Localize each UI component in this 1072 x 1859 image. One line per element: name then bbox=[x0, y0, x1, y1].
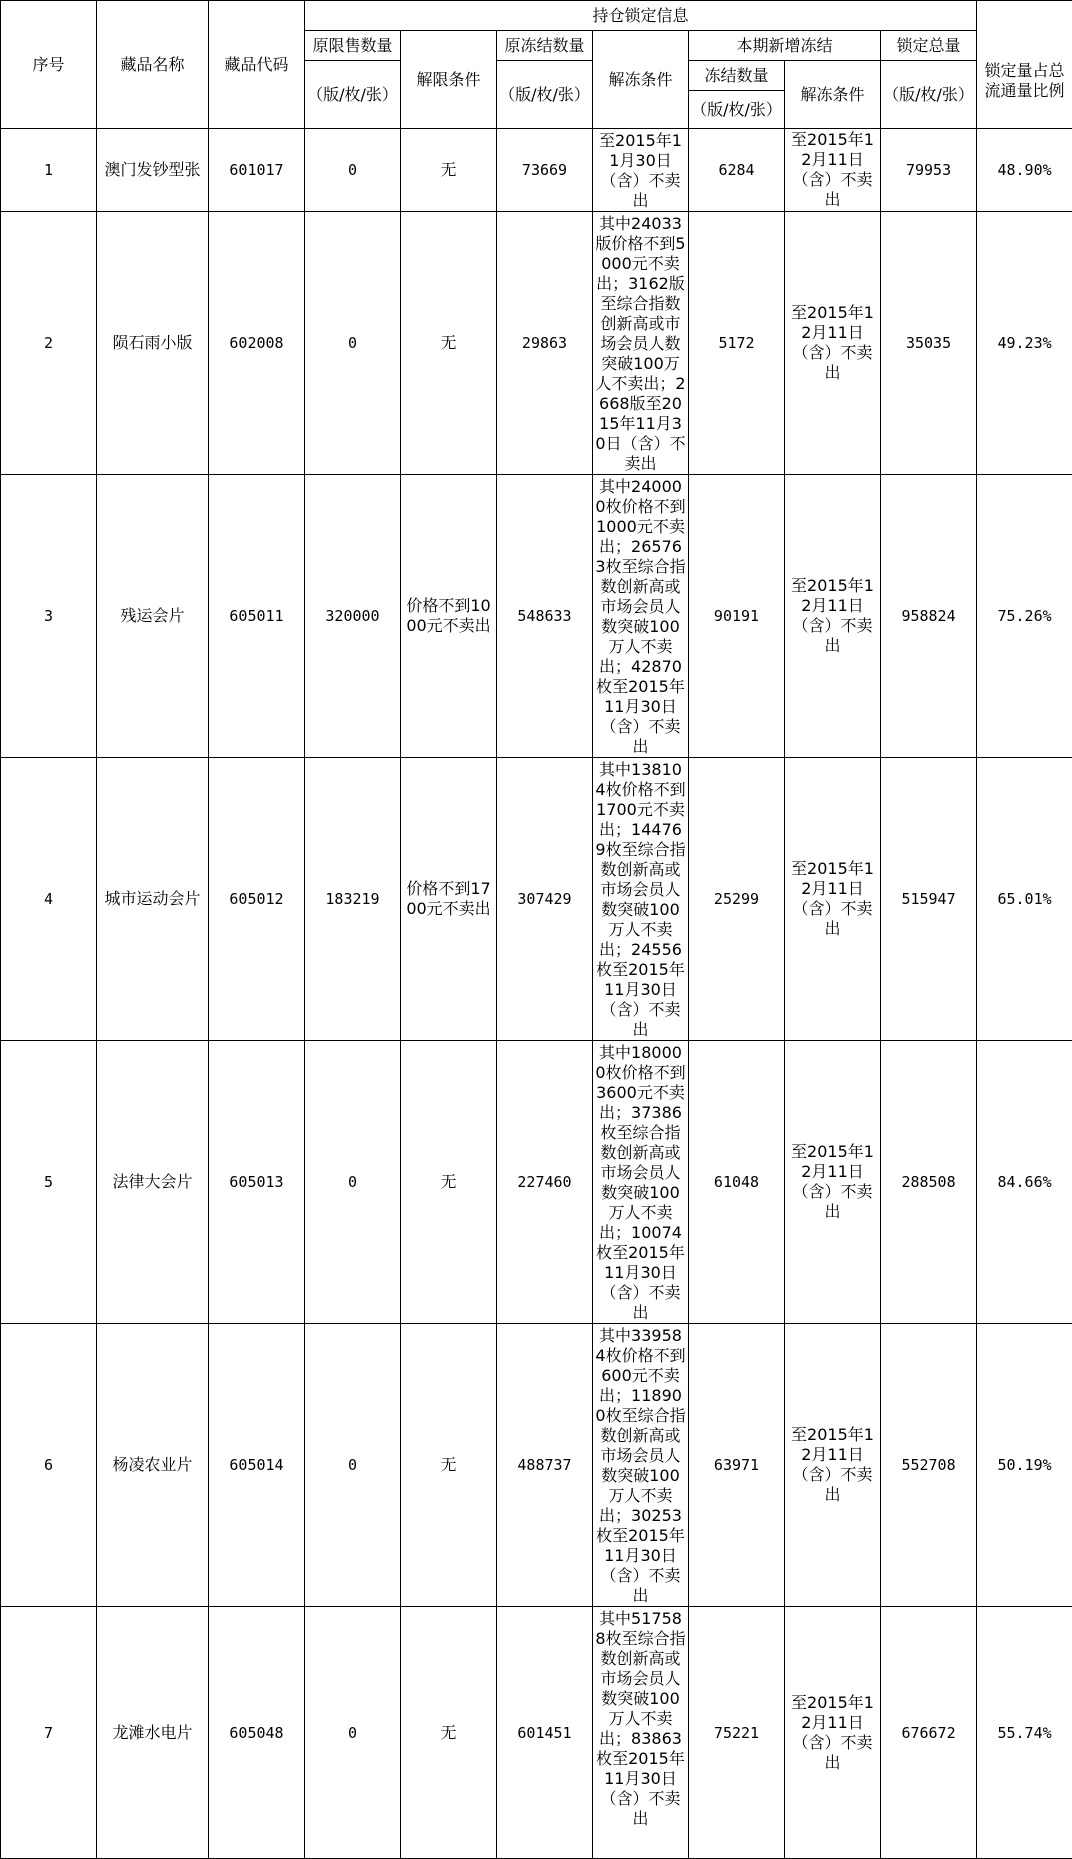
row-new-unfreeze-cond: 至2015年12月11日（含）不卖出 bbox=[785, 758, 881, 1041]
row-seq: 7 bbox=[1, 1607, 97, 1859]
header-orig-limit-unit: （版/枚/张） bbox=[305, 61, 401, 129]
row-seq: 3 bbox=[1, 475, 97, 758]
row-limit-cond: 无 bbox=[401, 1607, 497, 1859]
header-group: 持仓锁定信息 bbox=[305, 1, 977, 31]
row-name: 城市运动会片 bbox=[97, 758, 209, 1041]
row-unfreeze-cond: 其中339584枚价格不到600元不卖出；118900枚至综合指数创新高或市场会员人数突破100万人不卖出；30253枚至2015年11月30日（含）不卖出 bbox=[593, 1324, 689, 1607]
row-name: 法律大会片 bbox=[97, 1041, 209, 1324]
row-seq: 4 bbox=[1, 758, 97, 1041]
row-orig-freeze-qty: 29863 bbox=[497, 212, 593, 475]
row-total-lock: 552708 bbox=[881, 1324, 977, 1607]
row-orig-freeze-qty: 548633 bbox=[497, 475, 593, 758]
row-freeze-qty: 75221 bbox=[689, 1607, 785, 1859]
row-total-lock: 288508 bbox=[881, 1041, 977, 1324]
row-code: 605048 bbox=[209, 1607, 305, 1859]
header-new-freeze: 本期新增冻结 bbox=[689, 31, 881, 61]
row-ratio: 55.74% bbox=[977, 1607, 1072, 1859]
row-freeze-qty: 61048 bbox=[689, 1041, 785, 1324]
header-row-1 bbox=[1, 1, 1072, 31]
row-orig-limit-qty: 0 bbox=[305, 129, 401, 212]
row-seq: 6 bbox=[1, 1324, 97, 1607]
header-ratio-top bbox=[977, 1, 1072, 61]
header-limit-cond: 解限条件 bbox=[401, 31, 497, 129]
row-limit-cond: 无 bbox=[401, 129, 497, 212]
row-limit-cond: 无 bbox=[401, 1041, 497, 1324]
row-ratio: 84.66% bbox=[977, 1041, 1072, 1324]
row-unfreeze-cond: 其中517588枚至综合指数创新高或市场会员人数突破100万人不卖出；83863枚至2015年11月30日（含）不卖出 bbox=[593, 1607, 689, 1859]
row-total-lock: 35035 bbox=[881, 212, 977, 475]
row-code: 605014 bbox=[209, 1324, 305, 1607]
header-name: 藏品名称 bbox=[97, 1, 209, 129]
row-freeze-qty: 6284 bbox=[689, 129, 785, 212]
row-orig-freeze-qty: 73669 bbox=[497, 129, 593, 212]
table-row bbox=[1, 1324, 1072, 1607]
header-ratio: 锁定量占总流通量比例 bbox=[977, 61, 1072, 129]
row-unfreeze-cond: 其中24033版价格不到5000元不卖出；3162版至综合指数创新高或市场会员人数突破100万人不卖出；2668版至2015年11月30日（含）不卖出 bbox=[593, 212, 689, 475]
row-limit-cond: 价格不到1000元不卖出 bbox=[401, 475, 497, 758]
row-total-lock: 79953 bbox=[881, 129, 977, 212]
row-unfreeze-cond: 其中180000枚价格不到3600元不卖出；37386枚至综合指数创新高或市场会员人数突破100万人不卖出；10074枚至2015年11月30日（含）不卖出 bbox=[593, 1041, 689, 1324]
row-orig-freeze-qty: 227460 bbox=[497, 1041, 593, 1324]
row-ratio: 49.23% bbox=[977, 212, 1072, 475]
row-code: 605013 bbox=[209, 1041, 305, 1324]
row-new-unfreeze-cond: 至2015年12月11日（含）不卖出 bbox=[785, 1607, 881, 1859]
row-orig-limit-qty: 0 bbox=[305, 1324, 401, 1607]
row-seq: 1 bbox=[1, 129, 97, 212]
header-unfreeze-cond: 解冻条件 bbox=[593, 31, 689, 129]
row-code: 601017 bbox=[209, 129, 305, 212]
row-orig-freeze-qty: 307429 bbox=[497, 758, 593, 1041]
row-name: 杨凌农业片 bbox=[97, 1324, 209, 1607]
header-new-unfreeze-cond: 解冻条件 bbox=[785, 61, 881, 129]
row-orig-limit-qty: 183219 bbox=[305, 758, 401, 1041]
row-new-unfreeze-cond: 至2015年12月11日（含）不卖出 bbox=[785, 1324, 881, 1607]
header-orig-limit-qty: 原限售数量 bbox=[305, 31, 401, 61]
row-orig-limit-qty: 0 bbox=[305, 1041, 401, 1324]
row-name: 龙滩水电片 bbox=[97, 1607, 209, 1859]
row-code: 605012 bbox=[209, 758, 305, 1041]
row-name: 残运会片 bbox=[97, 475, 209, 758]
row-ratio: 75.26% bbox=[977, 475, 1072, 758]
row-limit-cond: 无 bbox=[401, 1324, 497, 1607]
row-name: 陨石雨小版 bbox=[97, 212, 209, 475]
row-orig-freeze-qty: 488737 bbox=[497, 1324, 593, 1607]
row-unfreeze-cond: 其中138104枚价格不到1700元不卖出；144769枚至综合指数创新高或市场会员人数突破100万人不卖出；24556枚至2015年11月30日（含）不卖出 bbox=[593, 758, 689, 1041]
row-ratio: 48.90% bbox=[977, 129, 1072, 212]
row-seq: 5 bbox=[1, 1041, 97, 1324]
row-ratio: 50.19% bbox=[977, 1324, 1072, 1607]
row-freeze-qty: 90191 bbox=[689, 475, 785, 758]
header-code: 藏品代码 bbox=[209, 1, 305, 129]
header-freeze-unit: （版/枚/张） bbox=[689, 91, 785, 129]
table-row bbox=[1, 129, 1072, 212]
header-orig-freeze-unit: （版/枚/张） bbox=[497, 61, 593, 129]
row-total-lock: 676672 bbox=[881, 1607, 977, 1859]
table-row bbox=[1, 758, 1072, 1041]
header-freeze-qty: 冻结数量 bbox=[689, 61, 785, 91]
row-new-unfreeze-cond: 至2015年12月11日（含）不卖出 bbox=[785, 475, 881, 758]
row-seq: 2 bbox=[1, 212, 97, 475]
row-unfreeze-cond: 至2015年11月30日（含）不卖出 bbox=[593, 129, 689, 212]
row-name: 澳门发钞型张 bbox=[97, 129, 209, 212]
header-total-lock-unit: （版/枚/张） bbox=[881, 61, 977, 129]
table-row bbox=[1, 1041, 1072, 1324]
header-orig-freeze-qty: 原冻结数量 bbox=[497, 31, 593, 61]
row-total-lock: 958824 bbox=[881, 475, 977, 758]
row-total-lock: 515947 bbox=[881, 758, 977, 1041]
row-limit-cond: 无 bbox=[401, 212, 497, 475]
row-orig-freeze-qty: 601451 bbox=[497, 1607, 593, 1859]
row-new-unfreeze-cond: 至2015年12月11日（含）不卖出 bbox=[785, 1041, 881, 1324]
row-new-unfreeze-cond: 至2015年12月11日（含）不卖出 bbox=[785, 129, 881, 212]
row-code: 602008 bbox=[209, 212, 305, 475]
row-new-unfreeze-cond: 至2015年12月11日（含）不卖出 bbox=[785, 212, 881, 475]
header-total-lock: 锁定总量 bbox=[881, 31, 977, 61]
table-row bbox=[1, 1607, 1072, 1859]
row-orig-limit-qty: 320000 bbox=[305, 475, 401, 758]
table-row bbox=[1, 212, 1072, 475]
row-unfreeze-cond: 其中240000枚价格不到1000元不卖出；265763枚至综合指数创新高或市场会员人数突破100万人不卖出；42870枚至2015年11月30日（含）不卖出 bbox=[593, 475, 689, 758]
row-freeze-qty: 5172 bbox=[689, 212, 785, 475]
row-limit-cond: 价格不到1700元不卖出 bbox=[401, 758, 497, 1041]
row-freeze-qty: 63971 bbox=[689, 1324, 785, 1607]
row-orig-limit-qty: 0 bbox=[305, 1607, 401, 1859]
row-orig-limit-qty: 0 bbox=[305, 212, 401, 475]
header-seq: 序号 bbox=[1, 1, 97, 129]
table-row bbox=[1, 475, 1072, 758]
row-ratio: 65.01% bbox=[977, 758, 1072, 1041]
row-code: 605011 bbox=[209, 475, 305, 758]
row-freeze-qty: 25299 bbox=[689, 758, 785, 1041]
